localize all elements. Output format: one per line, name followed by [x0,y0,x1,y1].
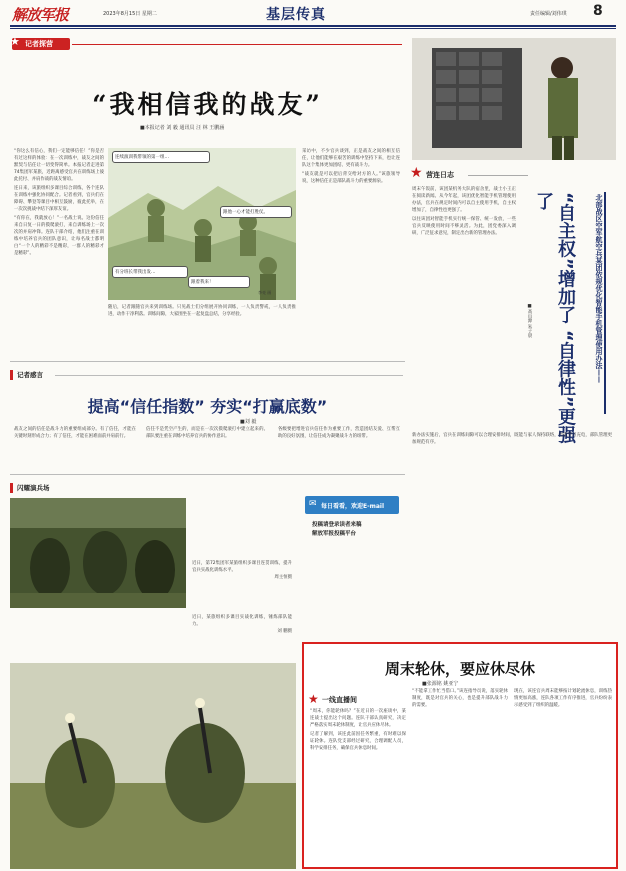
photo-credit: 周主恒摄 [274,575,292,580]
page-number: 8 [593,3,603,19]
photo-credit: 刘 鹏摄 [277,629,292,634]
commentary-byline: ■刘 毅 [240,419,257,425]
feature-paragraph: “战友就是可以把后背交给对方的人。”该旅领导说，这种信任正是部队战斗力的重要源泉。 [302,172,400,184]
weekend-rest-col-2 [412,688,508,864]
commentary-divider [10,474,405,475]
photo-caption-text: 近日，某旅组织多课目实战化训练，锤炼部队能力。 [192,615,292,627]
issue-date: 2023年8月15日 星期二 [103,11,157,17]
photo-soldiers-firing [10,663,296,869]
photo-art [412,38,616,160]
ying-di-headline: “自主权”增加了 “自律性”更强了 [533,192,576,444]
feature-column-2 [108,304,296,358]
ying-di-kicker: 北部战区空军航空兵某团依规优化智能手机管理使用办法—— [595,194,603,383]
photo-art [10,498,186,608]
photo-caption-text: 近日，第72集团军某旅组织多课目连贯训练，提升官兵实战化训练水平。 [192,561,292,573]
email-banner-text: 每日看看，欢迎E-mail [321,503,385,510]
email-line-1: 投稿请登录读者来稿 [312,522,362,528]
photo-soldiers-forest [10,498,186,608]
ying-di-byline: ■高山源 朱子晨 [527,304,532,338]
feature-paragraph: 随后，记者跟随官兵来到训练场。只见战士们分组展开协同训练，一人负责警戒，一人负责推进，动作干净利落。训练间隙，大家围坐在一起复盘总结，分享经验。 [108,305,296,317]
star-icon: ★ [410,165,423,181]
ying-di-kicker-bar [604,192,606,414]
feature-title: “我相信我的战友” [92,90,323,119]
weekend-rest-paragraph: “不能拿工作忙当借口。”该连指导员说，落实轮休制度，既是对官兵的关心，也是提升部队战斗力的需要。 [412,689,508,708]
photo-section-label-bar [10,483,13,493]
ying-di-label-rule [468,175,528,176]
speech-bubble: 跟他一心才能打胜仗。 [220,206,292,218]
phone-locker-photo [412,38,616,160]
live-label-text: 一线直播间 [322,696,357,704]
feature-paragraph: “你这么有信心，我们一定能够信任！”你是否有过这样的体验：在一次训练中，战友之间的默契与信任让一切变得简单。本报记者走进第74集团军某旅，近距离感受官兵在训练场上彼此托付、并肩作战的战友情谊。 [14,149,104,182]
weekend-rest-paragraph: 记者了解到，该连此前因任务繁重，有时难以保证轮休。连队党支部经过研究，合理调配人员，科学安排任务，确保官兵休息时间。 [310,732,406,751]
weekend-rest-byline: ■张源铭 姚亚宁 [422,681,459,687]
cartoon-illustration [108,148,296,300]
email-ad [302,496,402,636]
weekend-rest-paragraph: “周末，你能轮休吗？”在近日的一次座谈中，某连战士提出这个问题。连队干部认真研究，决定严格落实周末轮休制度，让官兵应休尽休。 [310,709,406,728]
masthead [0,0,626,30]
commentary-label-bar [10,370,13,380]
feature-paragraph: 连日来，该旅组织多课目综合训练，各个连队在训练中强化协同配合。记者看到，官兵们在障碍、攀登等课目中相互鼓励，彼此托举，在一次次挑战中结下深厚友谊。 [14,186,104,212]
ying-di-story [410,164,618,630]
feature-divider [10,361,405,362]
commentary-title: 提高“信任指数” 夯实“打赢底数” [87,397,328,416]
feature-byline: ■本报记者 刘 毅 通讯员 汪 林 王鹏涵 [140,125,225,131]
ying-di-paragraph: 以往该团对智能手机实行统一保管、统一发放，一些官兵反映使用时间不够灵活。为此，团党委深入调研，广泛征求意见，制定出台新的管理办法。 [412,217,516,236]
ying-di-label-text: 营连日志 [426,171,454,179]
ying-di-column-1 [412,186,516,426]
masthead-rule [10,25,616,27]
photo-caption-1 [192,560,292,608]
commentary-label: 记者感言 [17,371,43,379]
email-line-2: 解放军报投稿平台 [312,531,357,537]
commentary-col-3: 各级要把增进官兵信任作为重要工作，营造团结友爱、互帮互助的良好氛围，让信任成为凝聚战斗力的纽带。 [278,427,400,439]
editor-credit: 责任编辑/刘伟琪 [530,11,567,17]
photo-caption-2 [192,614,292,654]
weekend-rest-col-3 [514,688,612,864]
ying-di-paragraph: 新办法实施后，官兵在训练间隙可以合理安排时间，既能与家人保持联络，也能学习充电，部队管理更加规范有序。 [412,433,612,445]
photo-section-label: 闪耀演兵场 [17,484,50,492]
commentary-col-1: 战友之间的信任是战斗力的重要组成部分。有了信任，才能在关键时刻形成合力；有了信任，才能在困难面前并肩前行。 [14,427,136,439]
mail-icon: ✉ [309,499,317,509]
weekend-rest-box [302,642,618,869]
column-label-rule [72,44,402,45]
feature-paragraph: “有你在，我就放心！”一名战士说。这份信任来自日复一日的摸爬滚打，来自训练场上一次次的并肩冲锋。连队干部介绍，他们注重在训练中培养官兵的团队意识，让每名战士都明白“一个人的精彩不是精彩，一群人的精彩才是精彩”。 [14,216,104,256]
speech-bubble: 有分班长带我出发… [112,266,188,278]
email-banner[interactable] [305,496,399,514]
masthead-rule-thin [10,28,616,29]
weekend-rest-col-1 [310,708,406,864]
feature-column-3 [302,148,400,358]
speech-bubble: 跟着我来！ [188,276,250,288]
photo-section [10,480,296,869]
weekend-rest-paragraph: 现在，该连官兵周末能够按计划轮流休息，训练热情更加高涨，连队各项工作有序推进，官兵纷纷表示感受到了组织的温暖。 [514,689,612,708]
feature-column-1 [14,148,104,358]
feature-story [10,36,405,362]
star-icon: ★ [10,35,20,48]
commentary [10,366,405,476]
column-label [10,35,70,50]
commentary-col-2: 信任不是凭空产生的，而是在一次次摸爬滚打中建立起来的。部队要注重在训练中培养官兵的协作意识。 [146,427,268,439]
star-icon: ★ [308,692,319,706]
ying-di-paragraph: 周末午饭前，该团某机务大队的宿舍里，战士小王正在阅读新闻。从今年起，该团优化智能手机管理使用办法，官兵在规定时间内可以自主使用手机，自主权增加了，自律性也更强了。 [412,187,516,213]
illustration-credit: 李亮 画 [258,290,272,295]
feature-paragraph: 采访中，不少官兵谈到，正是战友之间的相互信任，让他们能够在艰苦的训练中坚持下来，也让连队这个集体更加团结、更有战斗力。 [302,149,400,168]
column-label-text: 记者探营 [25,40,53,48]
speech-bubble: 连续演训我带领的第一组… [112,151,210,163]
weekend-rest-title: 周末轮休，要应休尽休 [384,660,535,678]
newspaper-logo: 解放军报 [12,6,69,24]
photo-art [10,663,296,869]
live-label [308,694,388,706]
ying-di-column-2 [412,432,612,628]
section-title: 基层传真 [266,7,326,23]
commentary-label-rule [55,375,403,376]
